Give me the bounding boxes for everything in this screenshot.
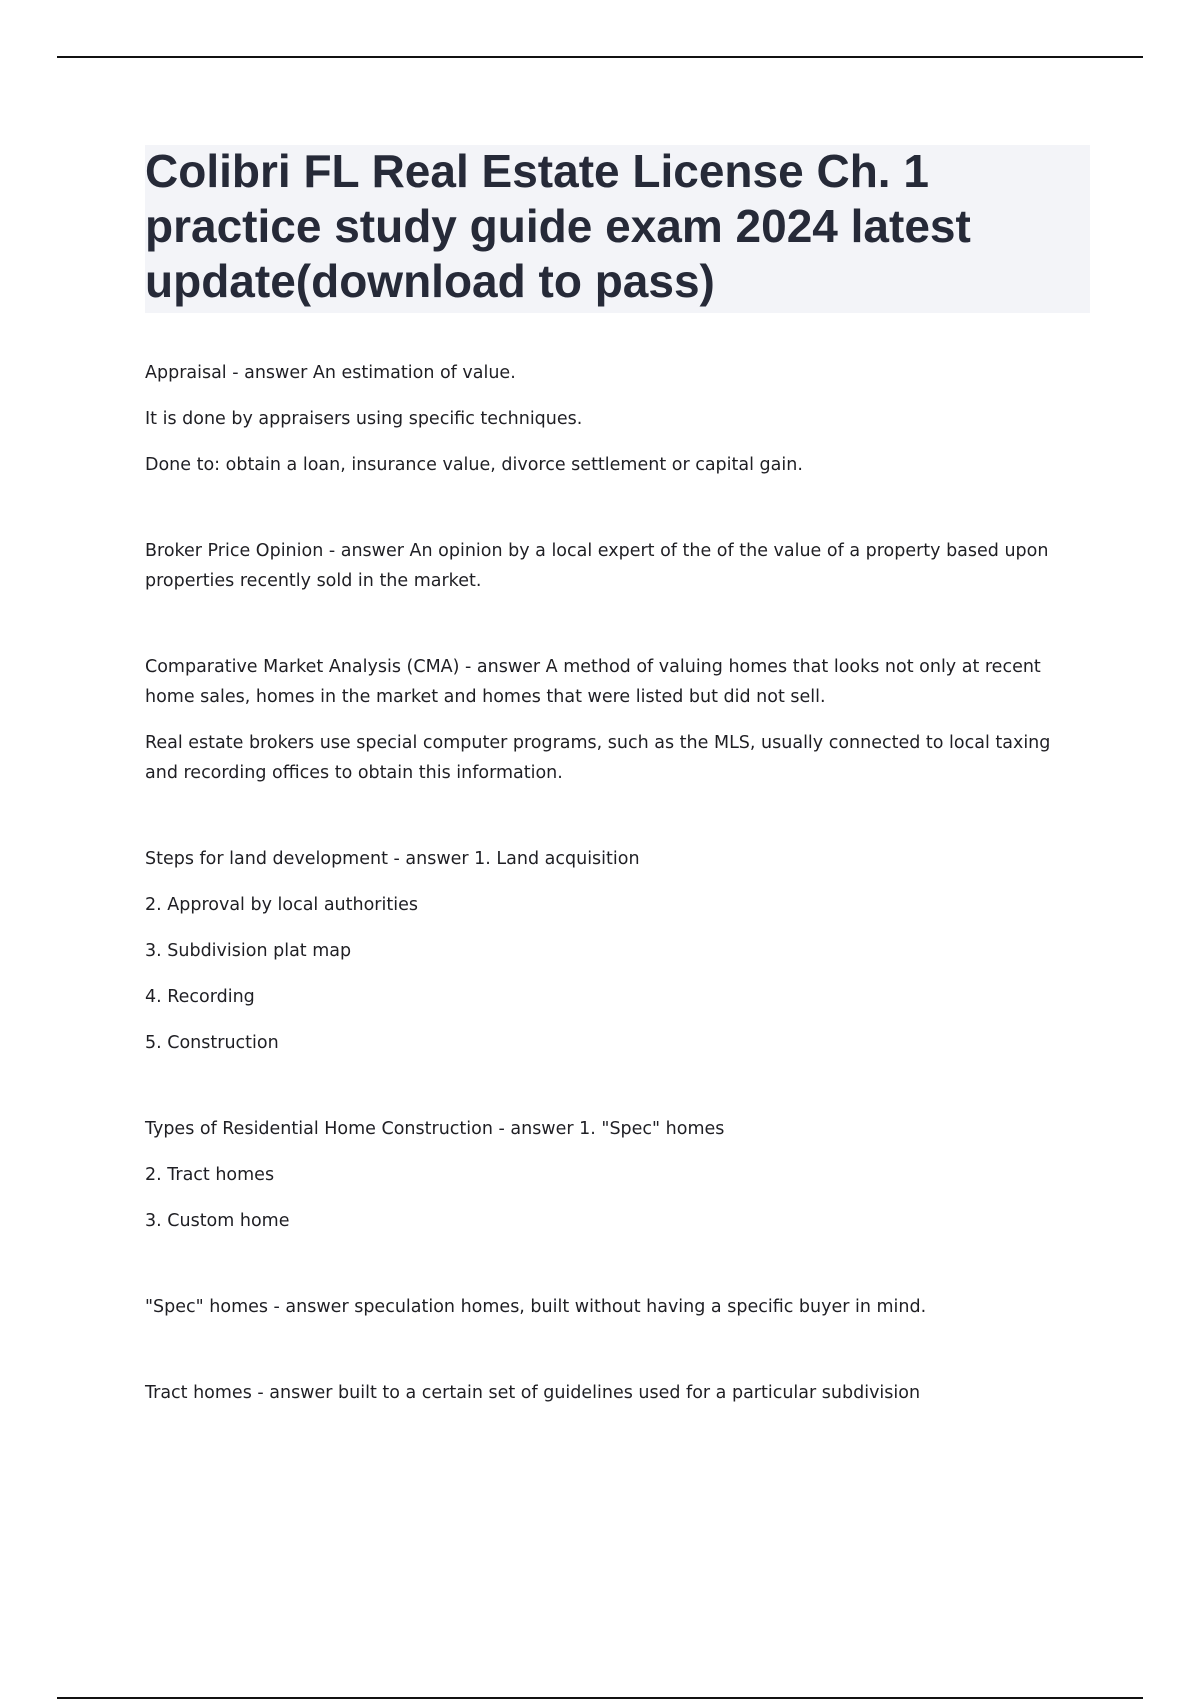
paragraph: Broker Price Opinion - answer An opinion by a local expert of the of the value of a property based upon properties recently sold in the market. <box>145 541 1049 591</box>
qa-block-land-development <box>145 844 1080 1058</box>
paragraph: 2. Tract homes <box>145 1165 275 1185</box>
qa-block-tract-homes <box>145 1378 1080 1408</box>
document-title: Colibri FL Real Estate License Ch. 1 practice study guide exam 2024 latest update(download to pass) <box>145 145 971 307</box>
paragraph: Types of Residential Home Construction - answer 1. "Spec" homes <box>145 1119 725 1139</box>
paragraph: 4. Recording <box>145 987 255 1007</box>
paragraph: It is done by appraisers using specific techniques. <box>145 409 583 429</box>
paragraph: Real estate brokers use special computer programs, such as the MLS, usually connected to local taxing and recording offices to obtain this information. <box>145 733 1051 783</box>
paragraph: 5. Construction <box>145 1033 279 1053</box>
qa-block-appraisal <box>145 358 1080 480</box>
paragraph: 2. Approval by local authorities <box>145 895 418 915</box>
qa-block-cma <box>145 652 1080 788</box>
paragraph: "Spec" homes - answer speculation homes, built without having a specific buyer in mind. <box>145 1297 927 1317</box>
paragraph: Steps for land development - answer 1. Land acquisition <box>145 849 640 869</box>
paragraph: Tract homes - answer built to a certain set of guidelines used for a particular subdivision <box>145 1383 921 1403</box>
paragraph: Done to: obtain a loan, insurance value, divorce settlement or capital gain. <box>145 455 803 475</box>
paragraph: 3. Subdivision plat map <box>145 941 352 961</box>
paragraph: 3. Custom home <box>145 1211 290 1231</box>
paragraph: Appraisal - answer An estimation of value. <box>145 363 516 383</box>
bottom-divider <box>57 1697 1143 1699</box>
qa-block-broker-price-opinion <box>145 536 1080 596</box>
paragraph: Comparative Market Analysis (CMA) - answer A method of valuing homes that looks not only at recent home sales, homes in the market and homes that were listed but did not sell. <box>145 657 1041 707</box>
qa-block-home-construction <box>145 1114 1080 1236</box>
top-divider <box>57 56 1143 58</box>
qa-block-spec-homes <box>145 1292 1080 1322</box>
document-body <box>145 358 1080 1464</box>
